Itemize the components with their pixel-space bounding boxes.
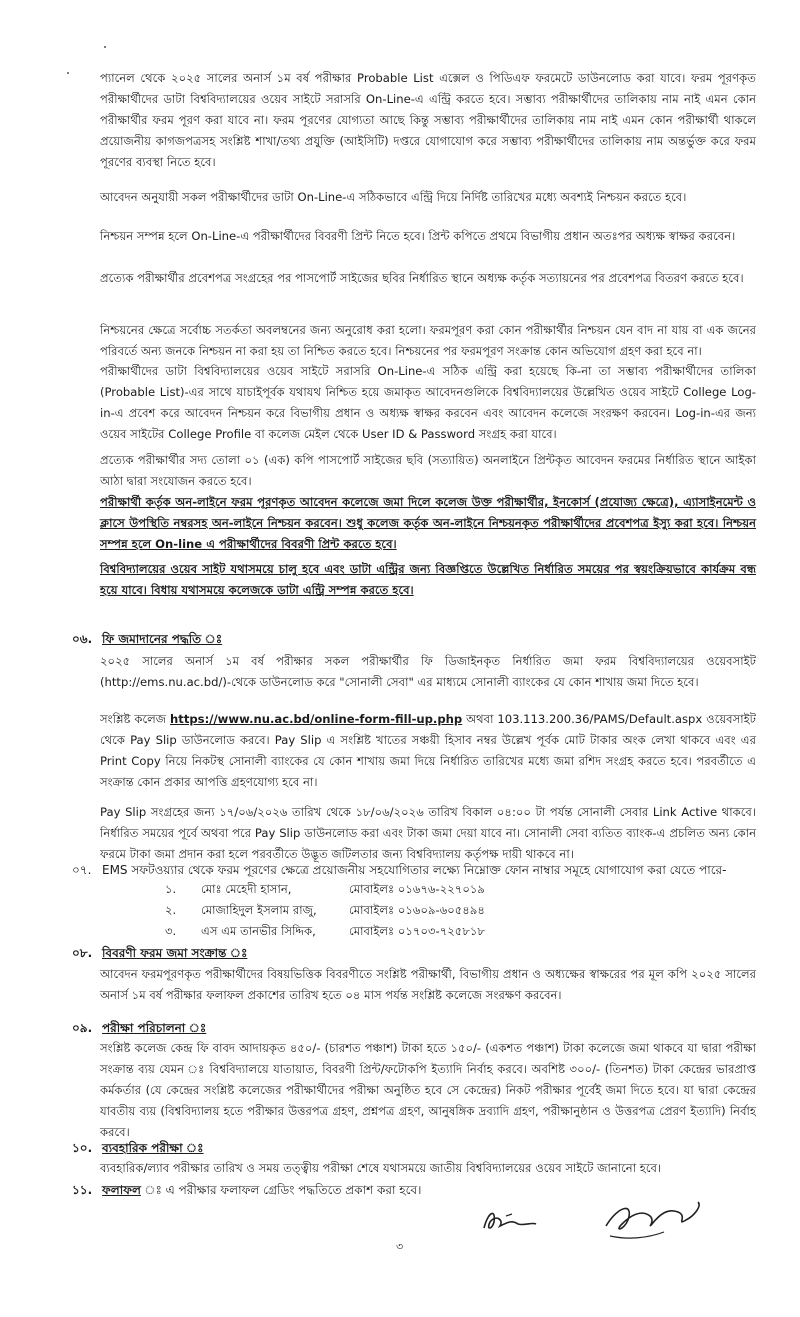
form-fill-up-link[interactable]: https://www.nu.ac.bd/online-form-fill-up.php (170, 712, 463, 726)
scan-speck (67, 72, 69, 74)
print-details-paragraph: নিশ্চয়ন সম্পন্ন হলে On-Line-এ পরীক্ষার্থীদের বিবরণী প্রিন্ট নিতে হবে। প্রিন্ট কপিতে প্রথমে বিভাগীয় প্রধান অতঃপর অধ্যক্ষ স্বাক্ষর করবেন। (100, 229, 736, 243)
page-number: ৩ (396, 1240, 404, 1253)
contact-phone: মোবাইলঃ ০১৭০৩-৭২৫৮১৮ (349, 924, 485, 938)
contact-number: ৩. (165, 924, 177, 938)
section-title: পরীক্ষা পরিচালনা ঃ (102, 1021, 207, 1035)
practical-exam-paragraph: ব্যবহারিক/ল্যাব পরীক্ষার তারিখ ও সময় তত্ত্বীয় পরীক্ষা শেষে যথাসময়ে জাতীয় বিশ্ববিদ্যালয়ের ওয়েব সাইটে জানানো হবে। (100, 1161, 662, 1175)
scan-speck (104, 46, 106, 48)
section-title: EMS সফটওয়্যার থেকে ফরম পূরণের ক্ষেত্রে প্রয়োজনীয় সহযোগিতার লক্ষ্যে নিম্নোক্ত ফোন নাম্বার সমূহে যোগাযোগ করা যেতে পারে- (102, 863, 727, 877)
pay-slip-prefix: সংশ্লিষ্ট কলেজ (100, 712, 171, 726)
online-entry-paragraph: আবেদন অনুযায়ী সকল পরীক্ষার্থীদের ডাটা On-Line-এ সঠিকভাবে এন্ট্রি দিয়ে নির্দিষ্ট তারিখের মধ্যে অবশ্যই নিশ্চয়ন করতে হবে। (100, 190, 687, 204)
contact-list-item (165, 901, 485, 920)
contact-number: ২. (165, 903, 177, 917)
section-08-heading (72, 943, 247, 963)
section-07-heading (72, 860, 726, 880)
contact-name: এস এম তানভীর সিদ্দিক, (201, 924, 316, 938)
section-number: ০৭. (72, 863, 92, 877)
contact-name: মোজাহিদুল ইসলাম রাজু, (201, 903, 317, 917)
section-number: ১০. (72, 1141, 93, 1155)
photo-paragraph: প্রত্যেক পরীক্ষার্থীর সদ্য তোলা ০১ (এক) কপি পাসপোর্ট সাইজের ছবি (সত্যায়িত) অনলাইনে প্রিন্টকৃত আবেদন ফরমের নির্ধারিত স্থানে আইকা আঠা দ্বারা সংযোজন করতে হবে। (100, 453, 756, 488)
section-title: ব্যবহারিক পরীক্ষা ঃ (102, 1141, 204, 1155)
contact-number: ১. (165, 882, 177, 896)
section-title: ফি জমাদানের পদ্ধতি ঃ (102, 632, 223, 646)
exam-management-paragraph: সংশ্লিষ্ট কলেজ কেন্দ্র ফি বাবদ আদায়কৃত ৪৫০/- (চারশত পঞ্চাশ) টাকা হতে ১৫০/- (একশত পঞ্চাশ) টাকা কলেজে জমা থাকবে যা দ্বারা পরীক্ষা সংক্রান্ত ব্যয় যেমন ঃ বিশ্ববিদ্যালয়ে যাতায়াত, বিবরণী প্রিন্ট/ফটোকপি ইত্যাদি নির্বাহ করবে। অবশিষ্ট ৩০০/- (তিনশত) টাকা কেন্দ্রের ভারপ্রাপ্ত কর্মকর্তার (যে কেন্দ্রের সংশ্লিষ্ট কলেজের পরীক্ষার্থীদের পরীক্ষা অনুষ্ঠিত হবে সে কেন্দ্রের) নিকট পরীক্ষার পূর্বেই জমা দিতে হবে। যা দ্বারা কেন্দ্রের যাবতীয় ব্যয় (বিশ্ববিদ্যালয় হতে পরীক্ষার উত্তরপত্র গ্রহণ, প্রশ্নপত্র গ্রহণ, আনুষঙ্গিক দ্রব্যাদি গ্রহণ, পরীক্ষানুষ্ঠান ও উত্তরপত্র প্রেরণ ইত্যাদি) নির্বাহ করবে। (100, 1041, 756, 1139)
section-10-heading (72, 1138, 204, 1158)
statement-form-paragraph: আবেদন ফরমপূরণকৃত পরীক্ষার্থীদের বিষয়ভিত্তিক বিবরণীতে সংশ্লিষ্ট পরীক্ষার্থী, বিভাগীয় প্রধান ও অধ্যক্ষের স্বাক্ষরের পর মূল কপি ২০২৫ সালের অনার্স ১ম বর্ষ পরীক্ষার ফলাফল প্রকাশের তারিখ হতে ০৪ মাস পর্যন্ত সংশ্লিষ্ট কলেজে সংরক্ষণ করবেন। (100, 967, 756, 1002)
section-11-heading (72, 1180, 421, 1200)
section-number: ০৯. (72, 1021, 93, 1035)
result-text: ঃ এ পরীক্ষার ফলাফল গ্রেডিং পদ্ধতিতে প্রকাশ করা হবে। (140, 1183, 422, 1197)
signature-left (478, 1200, 558, 1240)
contact-phone: মোবাইলঃ ০১৬৭৬-২২৭০১৯ (349, 882, 485, 896)
contact-phone: মোবাইলঃ ০১৬০৯-৬০৫৪৯৪ (349, 903, 485, 917)
contact-list-item (165, 880, 485, 899)
admit-card-paragraph: প্রত্যেক পরীক্ষার্থীর প্রবেশপত্র সংগ্রহের পর পাসপোর্ট সাইজের ছবির নির্ধারিত স্থানে অধ্যক্ষ কর্তৃক সত্যায়নের পর প্রবেশপত্র বিতরণ করতে হবে। (100, 271, 744, 285)
caution-paragraph: নিশ্চয়নের ক্ষেত্রে সর্বোচ্চ সতর্কতা অবলম্বনের জন্য অনুরোধ করা হলো। ফরমপূরণ করা কোন পরীক্ষার্থীর নিশ্চয়ন যেন বাদ না যায় বা এক জনের পরিবর্তে অন্য জনকে নিশ্চয়ন না করা হয় তা নিশ্চিত করতে হবে। নিশ্চয়নের পর ফরমপূরণ সংক্রান্ত কোন অভিযোগ গ্রহণ করা হবে না। (100, 323, 756, 358)
contact-list-item (165, 922, 485, 941)
probable-list-paragraph: প্যানেল থেকে ২০২৫ সালের অনার্স ১ম বর্ষ পরীক্ষার Probable List এক্সেল ও পিডিএফ ফরমেটে ডাউনলোড করা যাবে। ফরম পূরণকৃত পরীক্ষার্থীদের ডাটা বিশ্ববিদ্যালয়ের ওয়েব সাইটে সরাসরি On-Line-এ এন্ট্রি করতে হবে। সম্ভাব্য পরীক্ষার্থীদের তালিকায় নাম নাই এমন কোন পরীক্ষার্থীর ফরম পূরণ করা যাবে না। ফরম পূরণের যোগ্যতা আছে কিন্তু সম্ভাব্য পরীক্ষার্থীদের তালিকায় নাম নাই এমন কোন পরীক্ষার্থী থাকলে প্রয়োজনীয় কাগজপত্রসহ সংশ্লিষ্ট শাখা/তথ্য প্রযুক্তি (আইসিটি) দপ্তরে যোগাযোগ করে সম্ভাব্য পরীক্ষার্থীদের তালিকায় নাম অন্তর্ভুক্ত করে ফরম পূরণের ব্যবস্থা নিতে হবে। (100, 71, 756, 169)
section-06-heading (72, 629, 222, 649)
fee-download-paragraph: ২০২৫ সালের অনার্স ১ম বর্ষ পরীক্ষার সকল পরীক্ষার্থীর ফি ডিজাইনকৃত নির্ধারিত জমা ফরম বিশ্ববিদ্যালয়ের ওয়েবসাইট (http://ems.nu.ac.bd/)-থেকে ডাউনলোড করে "সোনালী সেবা" এর মাধ্যমে সোনালী ব্যাংকের যে কোন শাখায় জমা দিতে হবে। (100, 654, 756, 689)
section-number: ০৮. (72, 946, 93, 960)
signature-right (598, 1196, 708, 1246)
section-number: ০৬. (72, 632, 93, 646)
section-09-heading (72, 1018, 206, 1038)
section-title: ফলাফল (102, 1183, 141, 1197)
website-deadline-notice: বিশ্ববিদ্যালয়ের ওয়েব সাইট যথাসময়ে চালু হবে এবং ডাটা এন্ট্রির জন্য বিজ্ঞপ্তিতে উল্লেখিত নির্ধারিত সময়ের পর স্বয়ংক্রিয়ভাবে কার্যক্রম বন্ধ হয়ে যাবে। বিধায় যথাসময়ে কলেজকে ডাটা এন্ট্রি সম্পন্ন করতে হবে। (100, 562, 756, 597)
section-title: বিবরণী ফরম জমা সংক্রান্ত ঃ (102, 946, 248, 960)
section-number: ১১. (72, 1183, 93, 1197)
pay-slip-paragraph (100, 709, 756, 793)
verify-paragraph: পরীক্ষার্থীদের ডাটা বিশ্ববিদ্যালয়ের ওয়েব সাইটে সরাসরি On-Line-এ সঠিক এন্ট্রি করা হয়েছে কি-না তা সম্ভাব্য পরীক্ষার্থীদের তালিকা (Probable List)-এর সাথে যাচাইপূর্বক যথাযথ নিশ্চিত হয়ে জমাকৃত আবেদনগুলিকে বিশ্ববিদ্যালয়ের উল্লেখিত ওয়েব সাইটে College Log-in-এ প্রবেশ করে আবেদন নিশ্চয়ন করে বিভাগীয় প্রধান ও অধ্যক্ষ স্বাক্ষর করবেন এবং আবেদন কলেজে সংরক্ষণ করবেন। Log-in-এর জন্য ওয়েব সাইটের College Profile বা কলেজ মেইল থেকে User ID & Password সংগ্রহ করা যাবে। (100, 364, 757, 441)
online-confirmation-notice: পরীক্ষার্থী কর্তৃক অন-লাইনে ফরম পূরণকৃত আবেদন কলেজে জমা দিলে কলেজ উক্ত পরীক্ষার্থীর, ইনকোর্স (প্রযোজ্য ক্ষেত্রে), এ্যাসাইনমেন্ট ও ক্লাসে উপস্থিতি নম্বরসহ অন-লাইনে নিশ্চয়ন করবেন। শুধু কলেজ কর্তৃক অন-লাইনে নিশ্চয়নকৃত পরীক্ষার্থীদের প্রবেশপত্র ইস্যু করা হবে। নিশ্চয়ন সম্পন্ন হলে On-line এ পরীক্ষার্থীদের বিবরণী প্রিন্ট করতে হবে। (100, 495, 756, 551)
link-active-paragraph: Pay Slip সংগ্রহের জন্য ১৭/০৬/২০২৬ তারিখ থেকে ১৮/০৬/২০২৬ তারিখ বিকাল ০৪:০০ টা পর্যন্ত সোনালী সেবার Link Active থাকবে। নির্ধারিত সময়ের পূর্বে অথবা পরে Pay Slip ডাউনলোড করা এবং টাকা জমা দেয়া যাবে না। সোনালী সেবা ব্যতিত ব্যাংক-এ প্রচলিত অন্য কোন ফরমে টাকা জমা প্রদান করা হলে পরবর্তীতে উদ্ভূত জটিলতার জন্য বিশ্ববিদ্যালয় কর্তৃপক্ষ দায়ী থাকবে না। (100, 805, 756, 861)
contact-name: মোঃ মেহেদী হাসান, (201, 882, 292, 896)
pay-slip-text: অথবা 103.113.200.36/PAMS/Default.aspx ওয়েবসাইট থেকে Pay Slip ডাউনলোড করবে। Pay Slip এ সংশ্লিষ্ট খাতের সঞ্চয়ী হিসাব নম্বর উল্লেখ পূর্বক মোট টাকার অংক লেখা থাকবে এবং এর Print Copy নিয়ে নিকটস্থ সোনালী ব্যাংকের যে কোন শাখায় জমা দিয়ে নির্ধারিত তারিখের মধ্যে জমা রশিদ সংগ্রহ করতে হবে। পরবর্তীতে এ সংক্রান্ত কোন প্রকার আপত্তি গ্রহণযোগ্য হবে না। (100, 712, 756, 789)
